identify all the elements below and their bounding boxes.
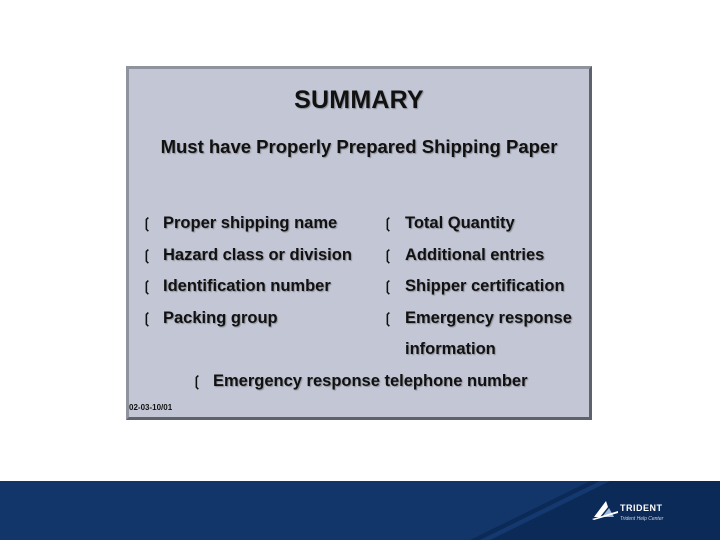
slide-title: SUMMARY <box>294 86 424 114</box>
list-item-shipper-certification: Shipper certification <box>405 277 565 295</box>
list-item-identification-number: Identification number <box>163 277 331 295</box>
list-item-hazard-class: Hazard class or division <box>163 246 352 264</box>
logo-wordmark: TRIDENT <box>620 503 663 513</box>
slide-subtitle: Must have Properly Prepared Shipping Paper <box>160 136 558 157</box>
bullet-icon: ❲ <box>141 310 153 326</box>
bullet-icon: ❲ <box>191 373 203 389</box>
summary-slide-panel <box>126 66 592 420</box>
list-item-total-quantity: Total Quantity <box>405 214 515 232</box>
bullet-icon: ❲ <box>382 215 394 231</box>
list-item-packing-group: Packing group <box>163 309 278 327</box>
logo-tagline: Trident Help Center <box>620 516 664 522</box>
bullet-icon: ❲ <box>382 310 394 326</box>
list-item-emergency-telephone: Emergency response telephone number <box>213 372 528 390</box>
bullet-icon: ❲ <box>141 278 153 294</box>
trident-logo-icon <box>592 499 620 521</box>
list-item-additional-entries: Additional entries <box>405 246 545 264</box>
bullet-icon: ❲ <box>141 215 153 231</box>
list-item-proper-shipping-name: Proper shipping name <box>163 214 338 232</box>
list-item-emergency-response-continued: information <box>405 340 496 358</box>
trident-logo <box>592 497 682 529</box>
list-item-emergency-response: Emergency response <box>405 309 572 327</box>
bullet-icon: ❲ <box>382 247 394 263</box>
slide-code: 02-03-10/01 <box>129 403 173 412</box>
bullet-icon: ❲ <box>382 278 394 294</box>
bullet-icon: ❲ <box>141 247 153 263</box>
